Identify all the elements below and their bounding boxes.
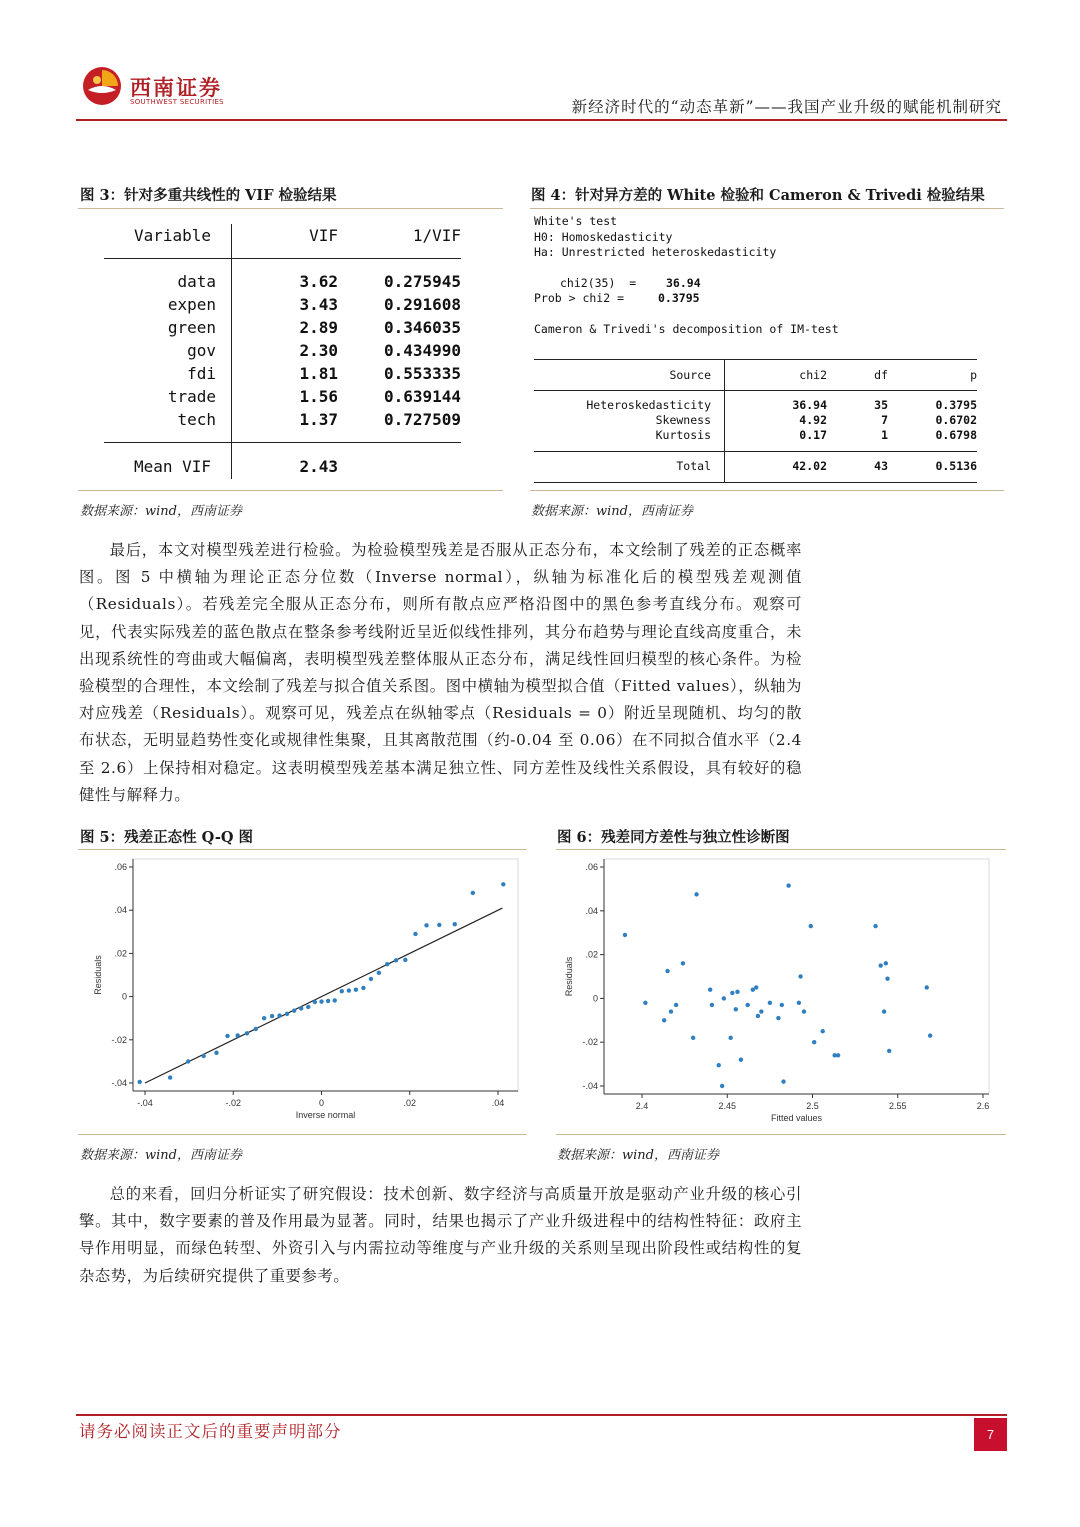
rvf-data-point — [802, 1009, 806, 1013]
qq-data-point — [501, 882, 505, 886]
rvf-data-point — [776, 1016, 780, 1020]
rvf-data-point — [759, 1009, 763, 1013]
decomp-bottom-rule — [534, 482, 977, 483]
figure-6-caption-rule — [556, 849, 1006, 850]
vif-row-variable: trade — [167, 387, 216, 406]
qq-data-point — [333, 998, 337, 1002]
rvf-data-point — [873, 924, 877, 928]
vif-row-inverse: 0.727509 — [383, 410, 461, 429]
vif-row-inverse: 0.346035 — [383, 318, 461, 337]
rvf-data-point — [746, 1003, 750, 1007]
figure-4-source: 数据来源：wind，西南证券 — [531, 504, 693, 519]
rvf-plot-area — [604, 859, 989, 1094]
figure-3-source: 数据来源：wind，西南证券 — [80, 504, 242, 519]
header-divider — [76, 119, 1007, 121]
vif-row-inverse: 0.434990 — [383, 341, 461, 360]
vif-mean-rule — [104, 442, 461, 443]
qq-y-tick-label: .06 — [114, 862, 127, 872]
rvf-data-point — [879, 963, 883, 967]
figure-3-bottom-rule — [78, 490, 503, 491]
rvf-data-point — [710, 1003, 714, 1007]
qq-data-point — [225, 1034, 229, 1038]
vif-row-variable: fdi — [187, 364, 216, 383]
qq-data-point — [277, 1013, 281, 1017]
rvf-data-point — [780, 1003, 784, 1007]
rvf-y-tick-label: .02 — [585, 949, 598, 960]
rvf-data-point — [665, 969, 669, 973]
decomp-row-source: Skewness — [655, 413, 711, 427]
qq-data-point — [347, 988, 351, 992]
rvf-data-point — [754, 985, 758, 989]
decomp-top-rule — [534, 359, 977, 360]
vif-row-value: 2.30 — [299, 341, 338, 360]
prob-value: 0.3795 — [658, 291, 700, 305]
rvf-data-point — [885, 976, 889, 980]
rvf-data-point — [708, 987, 712, 991]
qq-y-tick-label: -.04 — [111, 1078, 127, 1088]
decomp-row-p: 0.6702 — [935, 413, 977, 427]
qq-x-axis-label: Inverse normal — [295, 1110, 356, 1120]
rvf-data-point — [768, 1001, 772, 1005]
qq-x-tick-label: -.02 — [225, 1098, 242, 1108]
vif-row-value: 1.56 — [299, 387, 338, 406]
vif-row-inverse: 0.553335 — [383, 364, 461, 383]
brand-name-english: SOUTHWEST SECURITIES — [130, 98, 224, 106]
rvf-x-tick-label: 2.5 — [806, 1101, 819, 1111]
decomp-header-source: Source — [669, 368, 711, 382]
rvf-data-point — [756, 1014, 760, 1018]
rvf-data-point — [884, 961, 888, 965]
decomp-total-df: 43 — [874, 459, 888, 473]
qq-data-point — [235, 1033, 239, 1037]
qq-data-point — [245, 1031, 249, 1035]
qq-data-point — [413, 932, 417, 936]
decomp-total-source: Total — [676, 459, 711, 473]
rvf-data-point — [730, 991, 734, 995]
vif-row-value: 3.43 — [299, 295, 338, 314]
vif-row-variable: gov — [187, 341, 216, 360]
decomp-total-rule — [534, 451, 977, 452]
figure-5-source: 数据来源：wind，西南证券 — [80, 1148, 242, 1163]
rvf-data-point — [812, 1040, 816, 1044]
vif-row-variable: data — [177, 272, 216, 291]
rvf-data-point — [691, 1036, 695, 1040]
rvf-data-point — [623, 933, 627, 937]
qq-data-point — [354, 987, 358, 991]
qq-data-point — [385, 962, 389, 966]
rvf-x-axis-label: Fitted values — [770, 1113, 823, 1123]
qq-data-point — [394, 958, 398, 962]
rvf-data-point — [882, 1009, 886, 1013]
figure-4-caption: 图 4：针对异方差的 White 检验和 Cameron & Trivedi 检验结果 — [531, 187, 985, 204]
vif-row-value: 2.89 — [299, 318, 338, 337]
qq-data-point — [306, 1005, 310, 1009]
decomp-total-p: 0.5136 — [935, 459, 977, 473]
qq-data-point — [361, 986, 365, 990]
rvf-data-point — [739, 1058, 743, 1062]
residual-fitted-plot — [556, 851, 1006, 1133]
qq-data-point — [201, 1054, 205, 1058]
rvf-data-point — [662, 1018, 666, 1022]
body-paragraph-1 — [79, 537, 802, 809]
rvf-y-axis-label: Residuals — [564, 956, 574, 997]
decomp-column-rule — [724, 359, 725, 482]
qq-data-point — [319, 999, 323, 1003]
rvf-data-point — [669, 1009, 673, 1013]
decomp-total-chi2: 42.02 — [792, 459, 827, 473]
figure-3-caption-rule — [78, 208, 503, 209]
company-logo-mark — [82, 66, 122, 106]
vif-row-variable: expen — [167, 295, 216, 314]
figure-5-caption: 图 5：残差正态性 Q-Q 图 — [80, 829, 254, 846]
qq-data-point — [369, 977, 373, 981]
rvf-data-point — [925, 985, 929, 989]
qq-data-point — [313, 1000, 317, 1004]
decomp-row-p: 0.3795 — [935, 398, 977, 412]
decomp-row-df: 35 — [874, 398, 888, 412]
vif-header-rule — [104, 258, 461, 259]
chi2-value: 36.94 — [666, 276, 701, 290]
rvf-data-point — [928, 1033, 932, 1037]
white-test-ha: Ha: Unrestricted heteroskedasticity — [534, 245, 777, 259]
body-paragraph-2-text: 总的来看，回归分析证实了研究假设：技术创新、数字经济与高质量开放是驱动产业升级的核心引擎。其中，数字要素的普及作用最为显著。同时，结果也揭示了产业升级进程中的结构性特征：政府主导作用明显，而绿色转型、外资引入与内需拉动等维度与产业升级的关系则呈现出阶段性或结构性的复杂态势，为后续研究提供了重要参考。 — [79, 1185, 802, 1285]
qq-data-point — [270, 1014, 274, 1018]
vif-row-variable: tech — [177, 410, 216, 429]
qq-x-tick-label: .04 — [491, 1098, 505, 1108]
rvf-data-point — [717, 1063, 721, 1067]
qq-data-point — [437, 923, 441, 927]
qq-data-point — [262, 1016, 266, 1020]
decomp-row-source: Heteroskedasticity — [586, 398, 711, 412]
rvf-y-tick-label: .06 — [585, 862, 598, 872]
vif-row-inverse: 0.639144 — [383, 387, 461, 406]
decomp-row-df: 7 — [881, 413, 888, 427]
brand-name: 西南证券 — [130, 75, 222, 100]
body-paragraph-2 — [79, 1181, 802, 1290]
qq-plot-area — [133, 859, 518, 1091]
chi2-label: chi2(35) = — [560, 276, 637, 290]
qq-data-point — [168, 1075, 172, 1079]
qq-data-point — [403, 958, 407, 962]
rvf-y-tick-label: -.04 — [582, 1081, 598, 1091]
qq-y-axis-label: Residuals — [93, 955, 103, 995]
rvf-data-point — [728, 1036, 732, 1040]
qq-x-tick-label: -.04 — [137, 1098, 153, 1108]
rvf-data-point — [694, 892, 698, 896]
rvf-data-point — [836, 1053, 840, 1057]
figure-6-source: 数据来源：wind，西南证券 — [557, 1148, 719, 1163]
qq-data-point — [424, 923, 428, 927]
qq-data-point — [471, 891, 475, 895]
vif-mean-value: 2.43 — [299, 457, 338, 476]
qq-y-tick-label: .02 — [114, 948, 127, 959]
page-number: 7 — [974, 1418, 1007, 1451]
qq-data-point — [377, 971, 381, 975]
qq-y-tick-label: 0 — [121, 991, 127, 1002]
figure-6-caption: 图 6：残差同方差性与独立性诊断图 — [557, 829, 790, 846]
rvf-data-point — [887, 1049, 891, 1053]
decomp-header-rule — [534, 390, 977, 391]
rvf-x-tick-label: 2.55 — [888, 1101, 907, 1111]
decomp-row-chi2: 4.92 — [799, 413, 827, 427]
vif-header-inverse: 1/VIF — [412, 226, 461, 245]
rvf-data-point — [781, 1079, 785, 1083]
vif-row-value: 3.62 — [299, 272, 338, 291]
rvf-x-tick-label: 2.4 — [635, 1101, 649, 1111]
vif-header-vif: VIF — [309, 226, 338, 245]
figure-5-caption-rule — [78, 849, 527, 850]
decomp-row-chi2: 0.17 — [799, 428, 827, 442]
figure-4-caption-rule — [530, 208, 1004, 209]
vif-row-value: 1.37 — [299, 410, 338, 429]
footer-divider — [76, 1414, 1007, 1416]
rvf-data-point — [643, 1001, 647, 1005]
decomp-row-source: Kurtosis — [655, 428, 711, 442]
qq-data-point — [453, 922, 457, 926]
rvf-data-point — [674, 1003, 678, 1007]
vif-column-rule — [231, 224, 232, 479]
qq-data-point — [292, 1008, 296, 1012]
qq-data-point — [340, 989, 344, 993]
rvf-data-point — [722, 996, 726, 1000]
white-test-output — [530, 210, 1004, 490]
white-test-h0: H0: Homoskedasticity — [534, 230, 673, 244]
qq-data-point — [186, 1059, 190, 1063]
body-paragraph-1-text: 最后，本文对模型残差进行检验。为检验模型残差是否服从正态分布，本文绘制了残差的正态概率图。图 5 中横轴为理论正态分位数（Inverse normal），纵轴为标准化后的模型残差观测值（Residuals）。若残差完全服从正态分布，则所有散点应严格沿图中的黑色参考直线分布。观察可见，代表实际残差的蓝色散点在整条参考线附近呈近似线性排列，其分布趋势与理论直线高度重合，未出现系统性的弯曲或大幅偏离，表明模型残差整体服从正态分布，满足线性回归模型的核心条件。为检验模型的合理性，本文绘制了残差与拟合值关系图。图中横轴为模型拟合值（Fitted values），纵轴为对应残差（Residuals）。观察可见，残差点在纵轴零点（Residuals = 0）附近呈现随机、均匀的散布状态，无明显趋势性变化或规律性集聚，且其离散范围（约-0.04 至 0.06）在不同拟合值水平（2.4 至 2.6）上保持相对稳定。这表明模型残差基本满足独立性、同方差性及线性关系假设，具有较好的稳健性与解释力。 — [79, 541, 802, 804]
vif-row-variable: green — [167, 318, 216, 337]
decomp-header-p: p — [970, 368, 977, 382]
rvf-x-tick-label: 2.45 — [718, 1101, 737, 1111]
footer-disclaimer: 请务必阅读正文后的重要声明部分 — [79, 1422, 342, 1441]
rvf-data-point — [720, 1084, 724, 1088]
qq-data-point — [299, 1006, 303, 1010]
rvf-y-tick-label: .04 — [585, 905, 598, 916]
vif-header-variable: Variable — [134, 226, 212, 245]
report-title: 新经济时代的“动态革新”——我国产业升级的赋能机制研究 — [571, 98, 1002, 116]
rvf-x-tick-label: 2.6 — [976, 1101, 990, 1111]
vif-row-value: 1.81 — [299, 364, 338, 383]
rvf-data-point — [798, 974, 802, 978]
decomp-header-chi2: chi2 — [799, 368, 827, 382]
qq-data-point — [138, 1080, 142, 1084]
qq-y-tick-label: -.02 — [111, 1034, 127, 1045]
rvf-data-point — [797, 1001, 801, 1005]
figure-6-bottom-rule — [556, 1134, 1006, 1135]
rvf-data-point — [821, 1029, 825, 1033]
figure-3-caption: 图 3：针对多重共线性的 VIF 检验结果 — [80, 187, 337, 204]
qq-data-point — [326, 999, 330, 1003]
decomp-header-df: df — [874, 368, 888, 382]
prob-label: Prob > chi2 = — [534, 291, 625, 305]
vif-table — [78, 212, 503, 490]
rvf-y-tick-label: 0 — [592, 993, 598, 1004]
vif-mean-label: Mean VIF — [134, 457, 212, 476]
vif-row-inverse: 0.291608 — [383, 295, 461, 314]
qq-plot — [78, 851, 527, 1133]
rvf-data-point — [809, 924, 813, 928]
qq-y-tick-label: .04 — [114, 905, 127, 916]
decomp-row-p: 0.6798 — [935, 428, 977, 442]
decomp-row-df: 1 — [881, 428, 888, 442]
figure-5-bottom-rule — [78, 1134, 527, 1135]
rvf-data-point — [681, 961, 685, 965]
qq-x-tick-label: .02 — [403, 1098, 417, 1108]
qq-x-tick-label: 0 — [318, 1098, 325, 1108]
decomp-row-chi2: 36.94 — [792, 398, 827, 412]
rvf-data-point — [734, 1007, 738, 1011]
vif-row-inverse: 0.275945 — [383, 272, 461, 291]
rvf-y-tick-label: -.02 — [582, 1037, 598, 1048]
decomposition-title: Cameron & Trivedi's decomposition of IM-test — [534, 322, 839, 336]
rvf-data-point — [735, 990, 739, 994]
qq-data-point — [214, 1051, 218, 1055]
qq-data-point — [254, 1027, 258, 1031]
white-test-title: White's test — [534, 214, 618, 228]
rvf-data-point — [786, 883, 790, 887]
qq-data-point — [285, 1012, 289, 1016]
figure-4-bottom-rule — [530, 490, 1004, 491]
